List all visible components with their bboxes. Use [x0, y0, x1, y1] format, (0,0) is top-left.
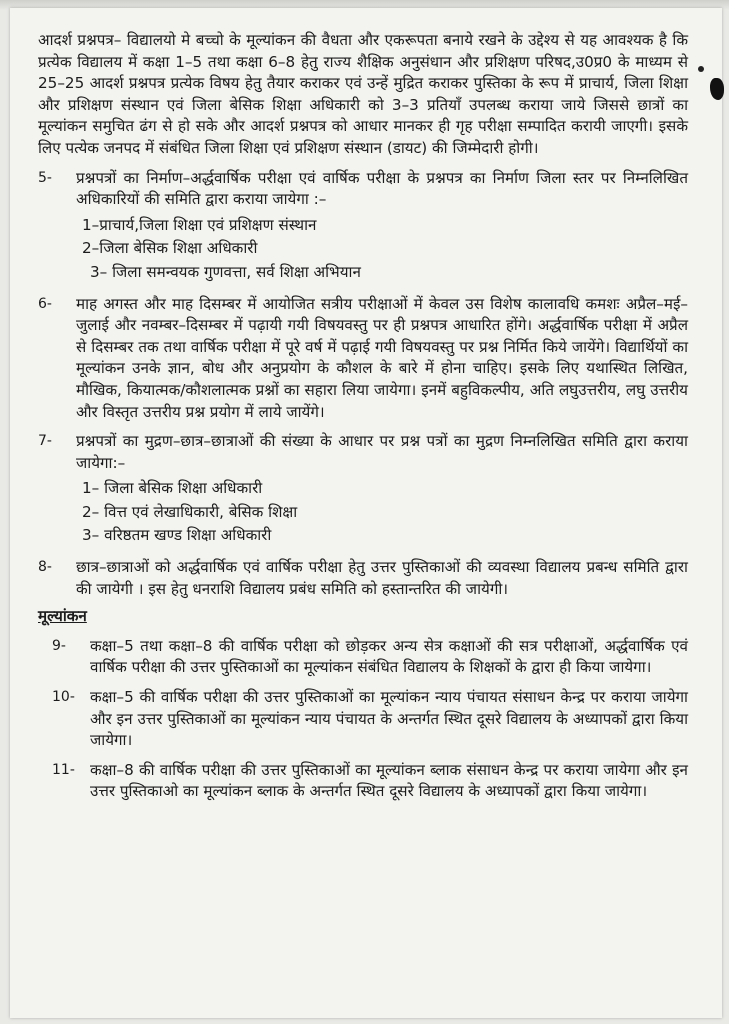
item-text: माह अगस्त और माह दिसम्बर में आयोजित सत्रीय परीक्षाओं में केवल उस विशेष कालावधि कमशः अप्रैल–मई–जुलाई और नवम्बर–दिसम्बर में पढ़ायी गयी विषयवस्तु पर ही प्रश्नपत्र आधारित होंगे। अर्द्धवार्षिक परीक्षा में अप्रैल से दिसम्बर तक तथा वार्षिक परीक्षा में पूरे वर्ष में पढ़ाई गयी विषयवस्तु पर प्रश्न निर्मित किये जायेंगे। विद्यार्थियों का मूल्यांकन उनके ज्ञान, बोध और अनुप्रयोग के कौशल के बारे में होना चाहिए। इसके लिए यथास्थित लिखित, मौखिक, कियात्मक/कौशलात्मक प्रश्नों का सहारा लिया जायेगा। इनमें बहुविकल्पीय, अति लघुउत्तरीय, लघु उत्तरीय और विस्तृत उत्तरीय प्रश्न प्रयोग में लाये जायेंगे। — [76, 294, 688, 421]
document-content — [38, 30, 688, 803]
sub-item: 3– वरिष्ठतम खण्ड शिक्षा अधिकारी — [82, 526, 272, 545]
item-text: कक्षा–5 की वार्षिक परीक्षा की उत्तर पुस्तिकाओं का मूल्यांकन न्याय पंचायत संसाधन केन्द्र पर कराया जायेगा और इन उत्तर पुस्तिकाओं का मूल्यांकन न्याय पंचायत के अन्तर्गत स्थित दूसरे विद्यालय के अध्यापकों द्वारा किया जायेगा। — [90, 688, 688, 750]
item-body — [90, 687, 688, 752]
intro-label: आदर्श प्रश्नपत्र– — [38, 31, 122, 49]
item-body — [90, 760, 688, 803]
item-text: छात्र–छात्राओं को अर्द्धवार्षिक एवं वार्षिक परीक्षा हेतु उत्तर पुस्तिकाओं की व्यवस्था विद्यालय प्रबन्ध समिति द्वारा की जायेगी । इस हेतु धनराशि विद्यालय प्रबंध समिति को हस्तान्तरित की जायेगी। — [76, 558, 688, 598]
item-number: 9- — [52, 637, 66, 654]
item-body — [76, 294, 688, 424]
sub-item: 1–प्राचार्य,जिला शिक्षा एवं प्रशिक्षण संस्थान — [82, 215, 317, 234]
sub-item: 1– जिला बेसिक शिक्षा अधिकारी — [82, 479, 263, 498]
ink-spot — [698, 66, 704, 72]
item-text: प्रश्नपत्रों का निर्माण–अर्द्धवार्षिक परीक्षा एवं वार्षिक परीक्षा के प्रश्नपत्र का निर्माण जिला स्तर पर निम्नलिखित अधिकारियों की समिति द्वारा कराया जायेगा :– — [76, 168, 688, 209]
document-page — [10, 8, 722, 1018]
item-number: 11- — [52, 761, 75, 778]
item-number: 8- — [38, 559, 52, 576]
list-item — [38, 168, 688, 286]
list-item — [52, 636, 688, 679]
item-number: 10- — [52, 689, 75, 706]
list-item — [52, 687, 688, 752]
item-text: कक्षा–5 तथा कक्षा–8 की वार्षिक परीक्षा को छोड़कर अन्य सेत्र कक्षाओं की सत्र परीक्षाओं, अर्द्धवार्षिक एवं वार्षिक परीक्षा की उत्तर पुस्तिकाओं का मूल्यांकन संबंधित विद्यालय के शिक्षकों के द्वारा ही किया जायेगा। — [90, 636, 688, 677]
sub-item: 3– जिला समन्वयक गुणवत्ता, सर्व शिक्षा अभियान — [90, 262, 361, 281]
intro-text: विद्यालयो मे बच्चो के मूल्यांकन की वैधता और एकरूपता बनाये रखने के उद्देश्य से यह आवश्यक है कि प्रत्येक विद्यालय में कक्षा 1–5 तथा कक्षा 6–8 हेतु राज्य शैक्षिक अनुसंधान और प्रशिक्षण परिषद,उ0प्र0 के माध्यम से 25–25 आदर्श प्रश्नपत्र प्रत्येक विषय हेतु तैयार कराकर एवं उन्हें मुद्रित कराकर पुस्तिका के रूप में प्राचार्य, जिला शिक्षा और प्रशिक्षण संस्थान एवं जिला बेसिक शिक्षा अधिकारी को 3–3 प्रतियाँ उपलब्ध कराया जाये जिससे छात्रों का मूल्यांकन समुचित ढंग से हो सके और आदर्श प्रश्नपत्र को आधार मानकर ही गृह परीक्षा सम्पादित करायी जाएगी। इसके लिए पत्येक जनपद में संबंधित जिला शिक्षा एवं प्रशिक्षण संस्थान (डायट) की जिम्मेदारी होगी। — [38, 31, 688, 157]
section-heading: मूल्यांकन — [38, 607, 87, 626]
item-number: 5- — [38, 169, 52, 186]
intro-paragraph — [38, 30, 688, 160]
item-body — [90, 636, 688, 679]
sub-item: 2– वित्त एवं लेखाधिकारी, बेसिक शिक्षा — [82, 502, 298, 521]
list-item — [38, 294, 688, 424]
item-number: 7- — [38, 433, 52, 450]
item-text: प्रश्नपत्रों का मुद्रण–छात्र–छात्राओं की संख्या के आधार पर प्रश्न पत्रों का मुद्रण निम्नलिखित समिति द्वारा कराया जायेगा:– — [76, 432, 688, 472]
item-body — [76, 557, 688, 600]
sub-item: 2–जिला बेसिक शिक्षा अधिकारी — [82, 239, 258, 258]
ink-blot — [710, 78, 724, 100]
item-body — [76, 168, 688, 286]
item-text: कक्षा–8 की वार्षिक परीक्षा की उत्तर पुस्तिकाओं का मूल्यांकन ब्लाक संसाधन केन्द्र पर कराया जायेगा और इन उत्तर पुस्तिकाओ का मूल्यांकन ब्लाक के अन्तर्गत स्थित दूसरे विद्यालय के अध्यापकों द्वारा किया जायेगा। — [90, 760, 688, 801]
list-item — [38, 557, 688, 600]
item-number: 6- — [38, 295, 52, 312]
list-item — [52, 760, 688, 803]
list-item — [38, 431, 688, 549]
item-body — [76, 431, 688, 549]
sub-list — [82, 478, 688, 547]
sub-list — [82, 215, 688, 284]
